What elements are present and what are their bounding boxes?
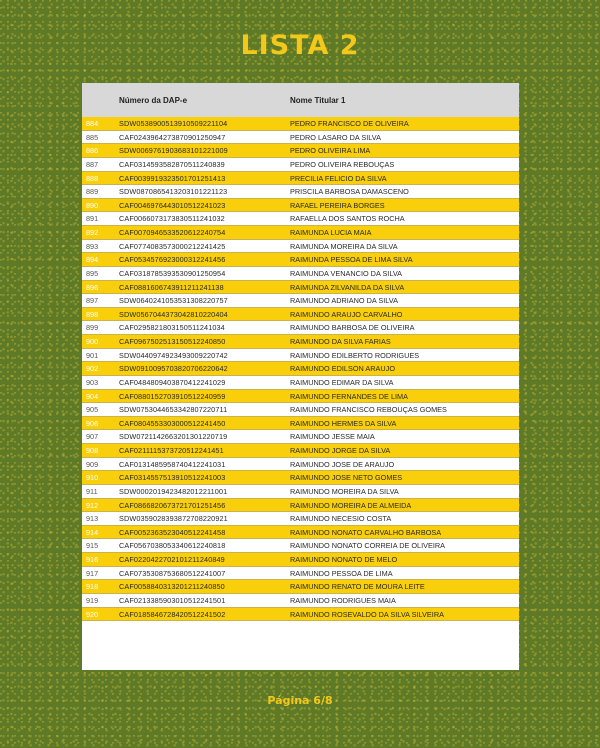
table-row (82, 321, 519, 335)
row-number: 907 (86, 432, 99, 442)
dap-number: SDW0870865413203101221123 (119, 187, 228, 197)
table-header (82, 83, 519, 117)
holder-name: RAIMUNDO MOREIRA DE ALMEIDA (290, 500, 412, 510)
dap-number: CAF0534576923000312241456 (119, 255, 226, 265)
dap-number: SDW0538900513910509221104 (119, 119, 228, 128)
row-number: 890 (86, 200, 99, 210)
table-row (82, 376, 519, 390)
holder-name: RAIMUNDO FERNANDES DE LIMA (290, 391, 408, 401)
dap-number: CAF0066073173830511241032 (119, 214, 225, 224)
dap-number: CAF0881606743911211241138 (119, 282, 224, 292)
dap-number: CAF0046976443010512241023 (119, 200, 226, 210)
dap-number: CAF0567038053340612240818 (119, 541, 226, 551)
table-row (82, 226, 519, 240)
row-number: 909 (86, 459, 99, 469)
holder-name: PEDRO FRANCISCO DE OLIVEIRA (290, 119, 409, 128)
row-number: 910 (86, 473, 99, 483)
dap-number: CAF0058840313201211240850 (119, 582, 225, 592)
table-row (82, 567, 519, 581)
table-row (82, 471, 519, 485)
page-number: Página 6/8 (267, 694, 333, 707)
holder-name: PRECILIA FELICIO DA SILVA (290, 173, 387, 183)
dap-number: CAF0052363523040512241458 (119, 527, 226, 537)
holder-name: RAIMUNDO HERMES DA SILVA (290, 418, 397, 428)
row-number: 904 (86, 391, 99, 401)
table-row (82, 526, 519, 540)
row-number: 903 (86, 377, 99, 387)
holder-name: RAIMUNDO JORGE DA SILVA (290, 446, 391, 455)
table-row (82, 430, 519, 444)
holder-name: RAIMUNDO ARAUJO CARVALHO (290, 309, 403, 319)
table-row (82, 335, 519, 349)
dap-number: CAF0880152703910512240959 (119, 391, 226, 401)
row-number: 906 (86, 418, 99, 428)
dap-number: CAF0774083573000212241425 (119, 241, 226, 251)
dap-number: CAF0295821803150511241034 (119, 323, 225, 333)
dap-number: CAF0211115373720512241451 (119, 446, 224, 455)
header-holder-name: Nome Titular 1 (290, 96, 346, 105)
table-row (82, 144, 519, 158)
dap-number: CAF0314557513910512241003 (119, 473, 226, 483)
row-number: 900 (86, 337, 99, 346)
holder-name: RAIMUNDA MOREIRA DA SILVA (290, 241, 398, 251)
holder-name: PRISCILA BARBOSA DAMASCENO (290, 187, 409, 197)
table-row (82, 199, 519, 213)
table-row (82, 580, 519, 594)
row-number: 891 (86, 214, 99, 224)
dap-number: SDW0002019423482012211001 (119, 486, 228, 496)
dap-number: CAF0804553303000512241450 (119, 418, 226, 428)
row-number: 893 (86, 241, 99, 251)
row-number: 896 (86, 282, 99, 292)
holder-name: RAIMUNDO NONATO CARVALHO BARBOSA (290, 527, 442, 537)
row-number: 889 (86, 187, 99, 197)
dap-number: SDW0567044373042810220404 (119, 309, 228, 319)
holder-name: RAIMUNDO EDILSON ARAUJO (290, 364, 396, 374)
row-number: 913 (86, 514, 99, 524)
beneficiary-table (82, 83, 519, 670)
holder-name: RAIMUNDO JOSE DE ARAUJO (290, 459, 395, 469)
table-row (82, 158, 519, 172)
row-number: 917 (86, 568, 99, 578)
dap-number: SDW0753044653342807220711 (119, 405, 228, 415)
holder-name: RAIMUNDA PESSOA DE LIMA SILVA (290, 255, 413, 265)
header-dap-number: Número da DAP-e (119, 96, 188, 105)
row-number: 918 (86, 582, 99, 592)
table-row (82, 349, 519, 363)
dap-number: CAF0243964273870901250947 (119, 132, 226, 142)
dap-number: CAF0220422702101211240849 (119, 555, 225, 564)
row-number: 915 (86, 541, 99, 551)
table-row (82, 240, 519, 254)
holder-name: RAFAEL PEREIRA BORGES (290, 200, 385, 210)
table-row (82, 458, 519, 472)
row-number: 902 (86, 364, 99, 374)
table-row (82, 131, 519, 145)
dap-number: SDW0069761903683101221009 (119, 146, 228, 156)
table-row (82, 294, 519, 308)
holder-name: RAIMUNDO NONATO DE MELO (290, 555, 398, 564)
dap-number: SDW0440974923493009220742 (119, 350, 228, 360)
dap-number: CAF0213385903010512241501 (119, 595, 226, 605)
holder-name: PEDRO LASARO DA SILVA (290, 132, 381, 142)
dap-number: CAF0185846728420512241502 (119, 609, 226, 619)
row-number: 905 (86, 405, 99, 415)
row-number: 912 (86, 500, 99, 510)
holder-name: RAIMUNDO RODRIGUES MAIA (290, 595, 396, 605)
holder-name: RAIMUNDA VENANCIO DA SILVA (290, 268, 403, 278)
table-row (82, 281, 519, 295)
holder-name: RAIMUNDO FRANCISCO REBOUÇAS GOMES (290, 405, 447, 415)
holder-name: RAIMUNDO JESSE MAIA (290, 432, 375, 442)
holder-name: RAIMUNDO PESSOA DE LIMA (290, 568, 393, 578)
table-row (82, 362, 519, 376)
table-row (82, 499, 519, 513)
dap-number: CAF0866820673721701251456 (119, 500, 226, 510)
holder-name: RAIMUNDA LUCIA MAIA (290, 228, 372, 237)
row-number: 897 (86, 296, 99, 306)
holder-name: RAIMUNDO EDIMAR DA SILVA (290, 377, 394, 387)
row-number: 899 (86, 323, 99, 333)
row-number: 901 (86, 350, 99, 360)
dap-number: CAF0967502513150512240850 (119, 337, 226, 346)
row-number: 895 (86, 268, 99, 278)
table-row (82, 390, 519, 404)
dap-number: SDW0721142663201301220719 (119, 432, 228, 442)
row-number: 888 (86, 173, 99, 183)
dap-number: SDW0910095703820706220642 (119, 364, 228, 374)
table-row (82, 212, 519, 226)
table-row (82, 594, 519, 608)
holder-name: RAIMUNDO RENATO DE MOURA LEITE (290, 582, 425, 592)
table-row (82, 512, 519, 526)
holder-name: RAIMUNDO NONATO CORREIA DE OLIVEIRA (290, 541, 446, 551)
holder-name: RAIMUNDO JOSE NETO GOMES (290, 473, 403, 483)
row-number: 916 (86, 555, 99, 564)
dap-number: SDW0640241053531308220757 (119, 296, 228, 306)
row-number: 898 (86, 309, 99, 319)
table-row (82, 608, 519, 622)
table-row (82, 308, 519, 322)
row-number: 908 (86, 446, 99, 455)
holder-name: RAIMUNDO DA SILVA FARIAS (290, 337, 391, 346)
table-row (82, 172, 519, 186)
row-number: 886 (86, 146, 99, 156)
row-number: 885 (86, 132, 99, 142)
dap-number: CAF0318785393530901250954 (119, 268, 226, 278)
dap-number: CAF0131485958740412241031 (119, 459, 226, 469)
dap-number: SDW0359028393872708220921 (119, 514, 228, 524)
dap-number: CAF0484809403870412241029 (119, 377, 226, 387)
row-number: 920 (86, 609, 99, 619)
dap-number: CAF0314593582870511240839 (119, 159, 225, 169)
table-row (82, 253, 519, 267)
holder-name: RAIMUNDO BARBOSA DE OLIVEIRA (290, 323, 415, 333)
table-row (82, 267, 519, 281)
table-body (82, 117, 519, 621)
dap-number: CAF0070946533520612240754 (119, 228, 226, 237)
row-number: 884 (86, 119, 99, 128)
holder-name: RAIMUNDO EDILBERTO RODRIGUES (290, 350, 420, 360)
row-number: 919 (86, 595, 99, 605)
table-row (82, 417, 519, 431)
holder-name: PEDRO OLIVEIRA LIMA (290, 146, 371, 156)
table-row (82, 444, 519, 458)
dap-number: CAF0039919323501701251413 (119, 173, 226, 183)
holder-name: RAIMUNDO ADRIANO DA SILVA (290, 296, 398, 306)
page-title: LISTA 2 (240, 30, 360, 61)
row-number: 911 (86, 486, 98, 496)
row-number: 892 (86, 228, 99, 237)
row-number: 914 (86, 527, 99, 537)
table-row (82, 485, 519, 499)
holder-name: RAIMUNDO NECESIO COSTA (290, 514, 392, 524)
holder-name: RAFAELLA DOS SANTOS ROCHA (290, 214, 405, 224)
holder-name: PEDRO OLIVEIRA REBOUÇAS (290, 159, 395, 169)
holder-name: RAIMUNDA ZILVANILDA DA SILVA (290, 282, 405, 292)
table-row (82, 185, 519, 199)
holder-name: RAIMUNDO ROSEVALDO DA SILVA SILVEIRA (290, 609, 444, 619)
row-number: 887 (86, 159, 99, 169)
table-row (82, 553, 519, 567)
table-row (82, 403, 519, 417)
table-row (82, 117, 519, 131)
holder-name: RAIMUNDO MOREIRA DA SILVA (290, 486, 399, 496)
row-number: 894 (86, 255, 99, 265)
table-row (82, 539, 519, 553)
dap-number: CAF0735308753680512241007 (119, 568, 226, 578)
